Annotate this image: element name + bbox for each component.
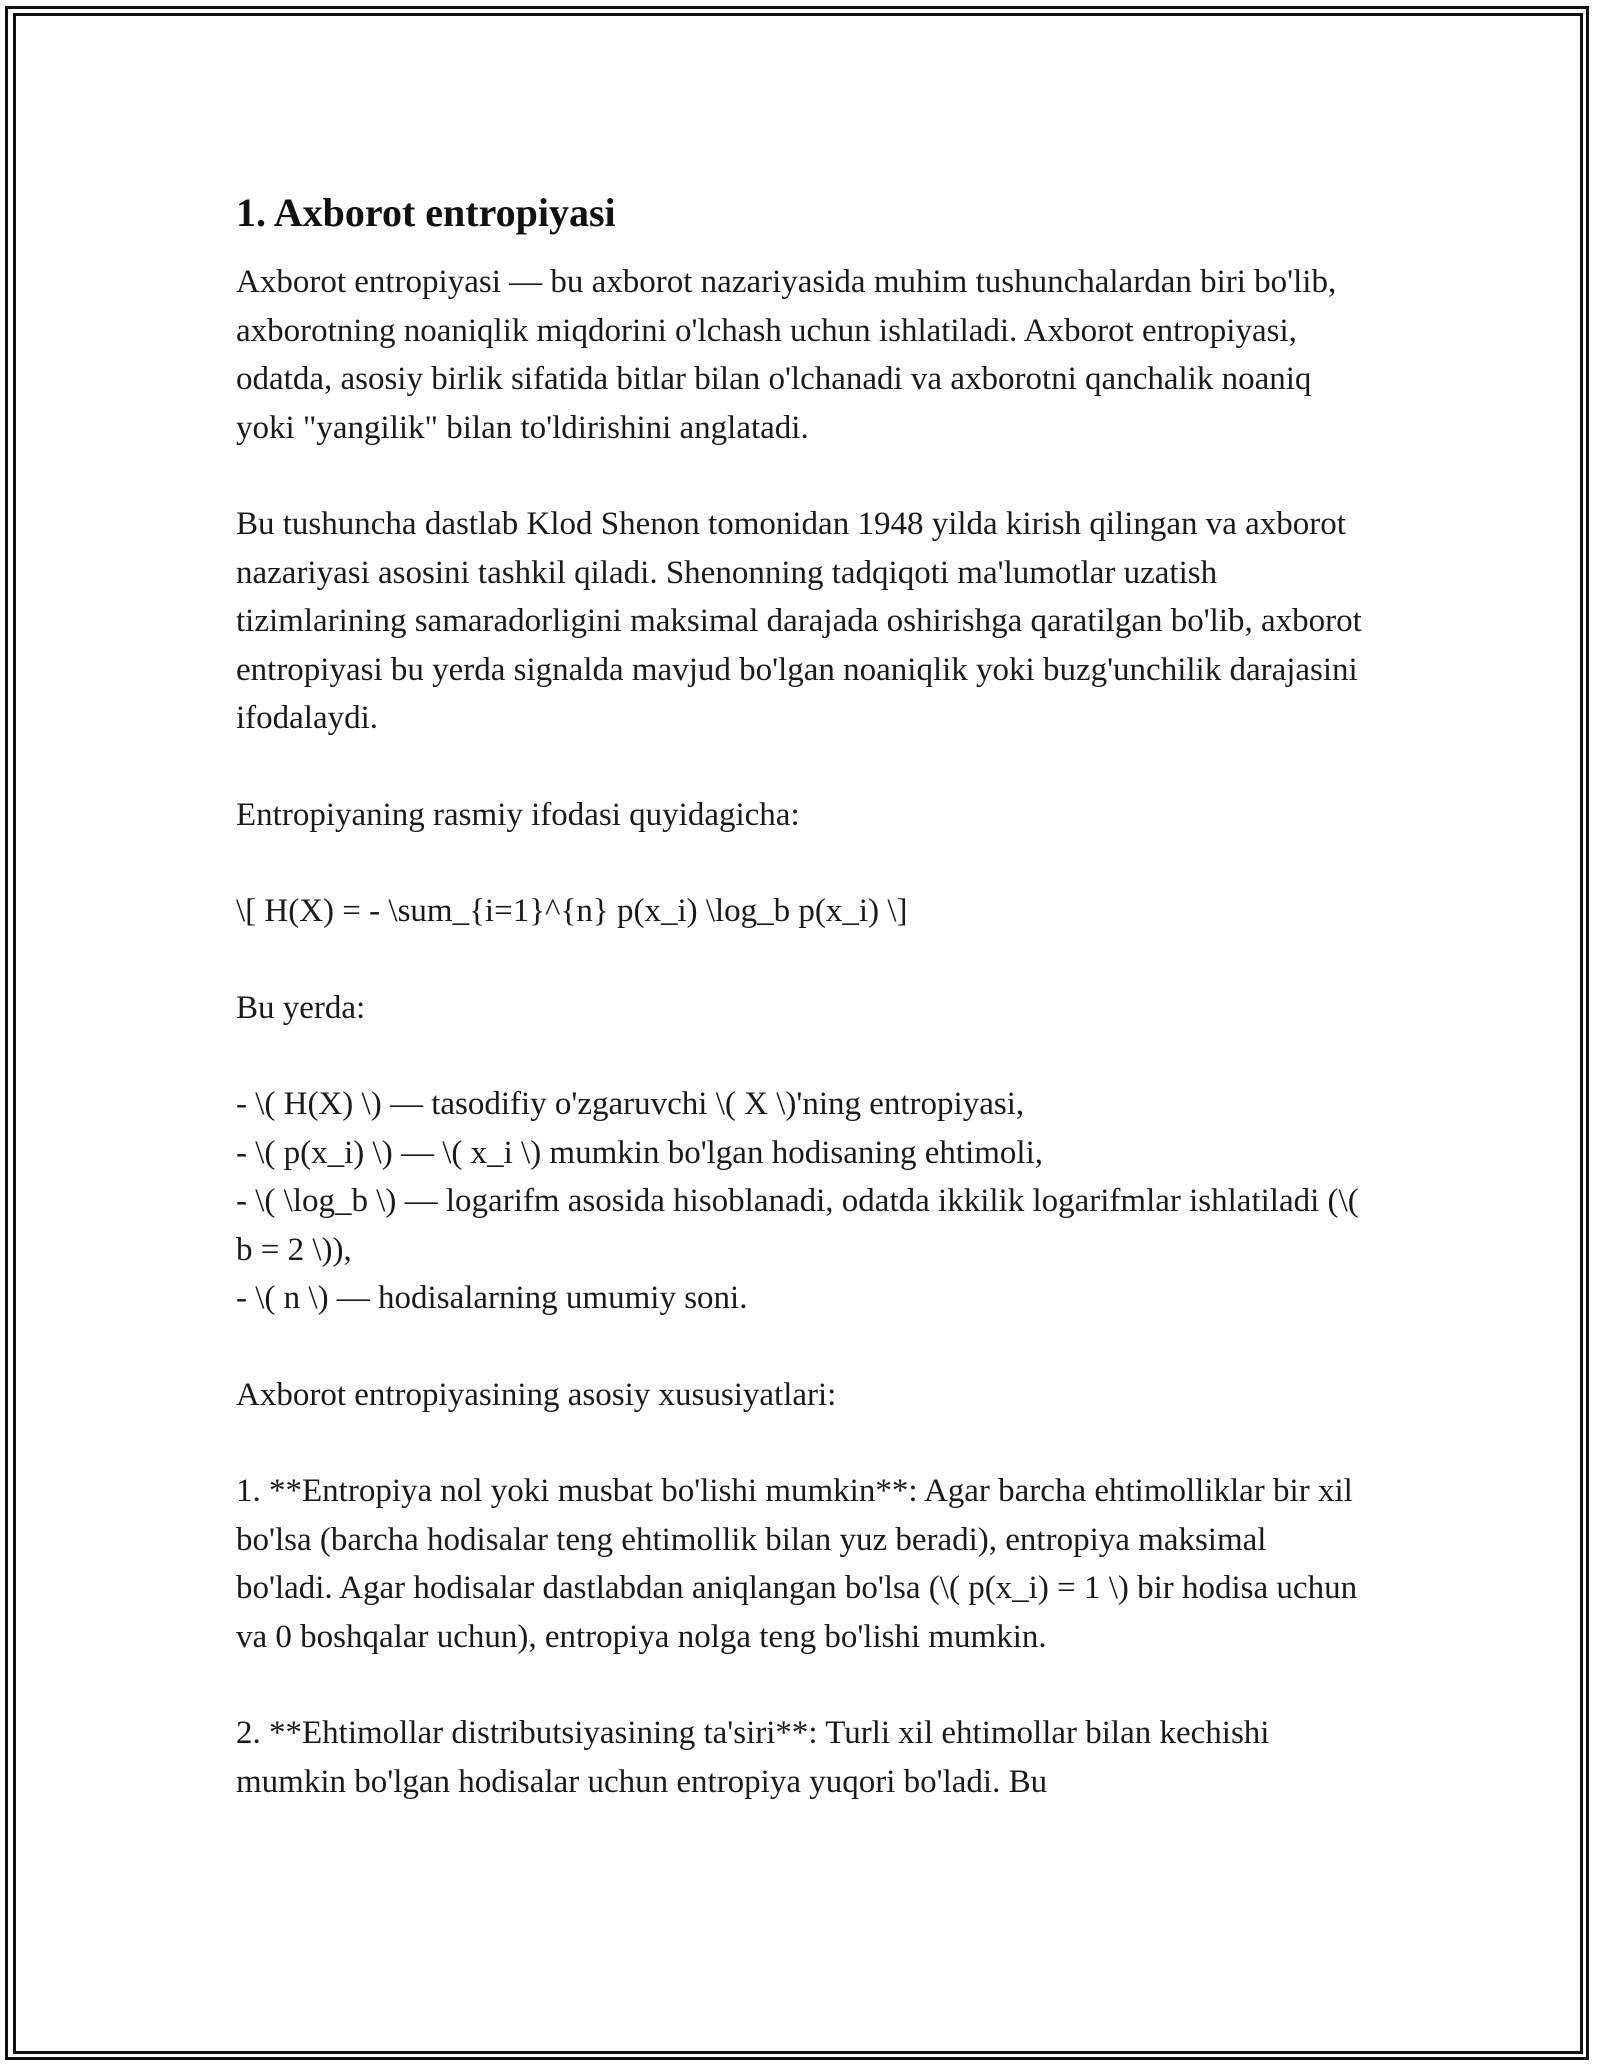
definition-item: - \( n \) — hodisalarning umumiy soni. [236, 1280, 748, 1316]
properties-intro: Axborot entropiyasining asosiy xususiyatlari: [236, 1376, 837, 1413]
property-item-2: 2. **Ehtimollar distributsiyasining ta'siri**: Turli xil ehtimollar bilan kechishi mumkin bo'lgan hodisalar uchun entropiya yuqori bo'ladi. Bu [236, 1715, 1270, 1800]
property-item-1: 1. **Entropiya nol yoki musbat bo'lishi mumkin**: Agar barcha ehtimolliklar bir xil bo'lsa (barcha hodisalar teng ehtimollik bilan yuz beradi), entropiya maksimal bo'ladi. Agar hodisalar dastlabdan aniqlangan bo'lsa (\( p(x_i) = 1 \) bir hodisa uchun va 0 boshqalar uchun), entropiya nolga teng bo'lishi mumkin. [236, 1473, 1358, 1655]
section-heading: 1. Axborot entropiyasi [236, 190, 616, 235]
where-label: Bu yerda: [236, 989, 366, 1026]
entropy-formula: \[ H(X) = - \sum_{i=1}^{n} p(x_i) \log_b p(x_i) \] [236, 893, 908, 929]
document-body [236, 186, 1366, 1854]
definition-item: - \( \log_b \) — logarifm asosida hisoblanadi, odatda ikkilik logarifmlar ishlatiladi (\( b = 2 \)), [236, 1183, 1359, 1268]
definition-item: - \( p(x_i) \) — \( x_i \) mumkin bo'lgan hodisaning ehtimoli, [236, 1134, 1044, 1171]
formula-intro: Entropiyaning rasmiy ifodasi quyidagicha: [236, 796, 800, 833]
intro-paragraph: Axborot entropiyasi — bu axborot nazariyasida muhim tushunchalardan biri bo'lib, axborotning noaniqlik miqdorini o'lchash uchun ishlatiladi. Axborot entropiyasi, odatda, asosiy birlik sifatida bitlar bilan o'lchanadi va axborotni qanchalik noaniq yoki "yangilik" bilan to'ldirishini anglatadi. [236, 264, 1337, 446]
definition-list [236, 1080, 1366, 1323]
definition-item: - \( H(X) \) — tasodifiy o'zgaruvchi \( X \)'ning entropiyasi, [236, 1086, 1025, 1122]
history-paragraph: Bu tushuncha dastlab Klod Shenon tomonidan 1948 yilda kirish qilingan va axborot nazariyasi asosini tashkil qiladi. Shenonning tadqiqoti ma'lumotlar uzatish tizimlarining samaradorligini maksimal darajada oshirishga qaratilgan bo'lib, axborot entropiyasi bu yerda signalda mavjud bo'lgan noaniqlik yoki buzg'unchilik darajasini ifodalaydi. [236, 506, 1362, 736]
